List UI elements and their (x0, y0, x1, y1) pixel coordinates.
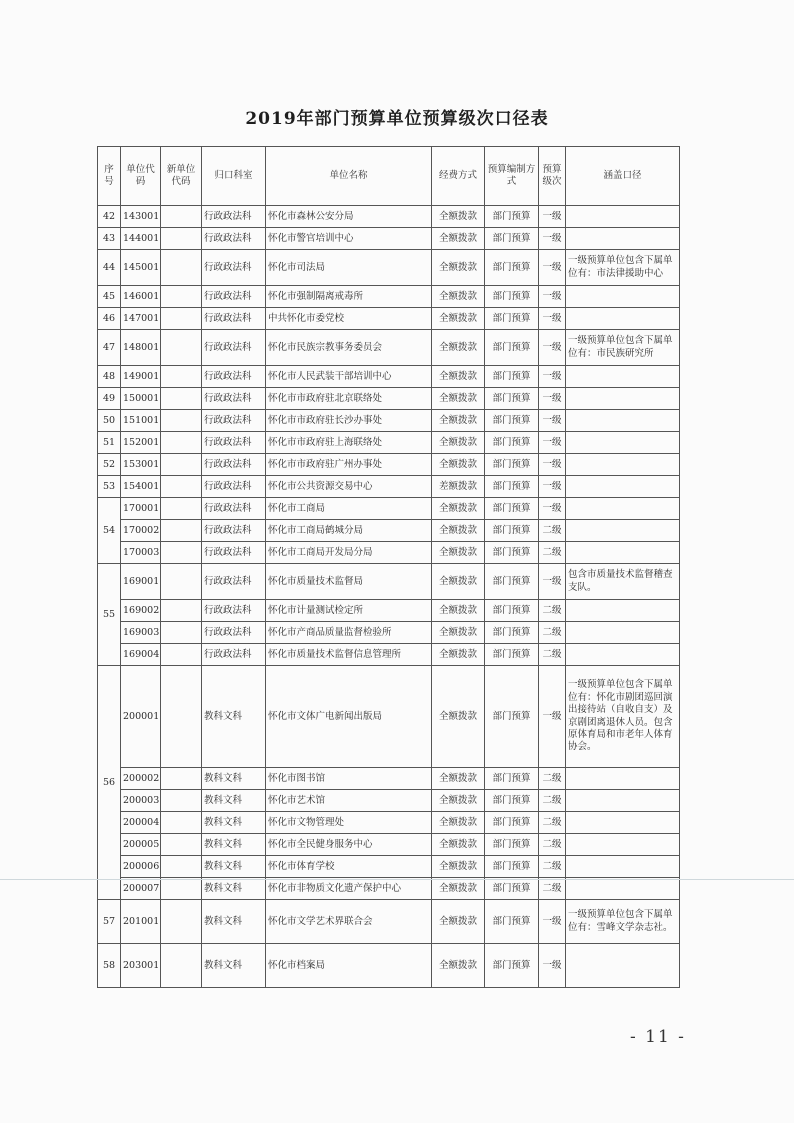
dept-cell: 行政政法科 (202, 622, 266, 644)
seq-cell: 45 (98, 286, 121, 308)
unit-code-cell: 200001 (121, 666, 161, 768)
dept-cell: 行政政法科 (202, 410, 266, 432)
unit-name-cell: 怀化市图书馆 (266, 768, 432, 790)
scope-cell: 一级预算单位包含下属单位有：市法律援助中心 (566, 250, 680, 286)
unit-code-cell: 145001 (121, 250, 161, 286)
new-code-cell (161, 454, 202, 476)
funding-cell: 全额拨款 (432, 454, 485, 476)
unit-code-cell: 147001 (121, 308, 161, 330)
scope-cell (566, 454, 680, 476)
budget-method-cell: 部门预算 (485, 432, 539, 454)
funding-cell: 全额拨款 (432, 812, 485, 834)
scope-cell (566, 768, 680, 790)
seq-cell: 46 (98, 308, 121, 330)
new-code-cell (161, 330, 202, 366)
unit-name-cell: 怀化市警官培训中心 (266, 228, 432, 250)
level-cell: 二级 (539, 790, 566, 812)
new-code-cell (161, 520, 202, 542)
table-row (98, 228, 680, 250)
unit-code-cell: 169002 (121, 600, 161, 622)
level-cell: 一级 (539, 944, 566, 988)
unit-code-cell: 200006 (121, 856, 161, 878)
dept-cell: 教科文科 (202, 790, 266, 812)
page-title: 2019年部门预算单位预算级次口径表 (245, 109, 549, 129)
dept-cell: 行政政法科 (202, 432, 266, 454)
seq-cell: 57 (98, 900, 121, 944)
dept-cell: 行政政法科 (202, 498, 266, 520)
unit-code-cell: 170003 (121, 542, 161, 564)
new-code-cell (161, 622, 202, 644)
funding-cell: 全额拨款 (432, 388, 485, 410)
funding-cell: 全额拨款 (432, 366, 485, 388)
unit-name-cell: 怀化市文体广电新闻出版局 (266, 666, 432, 768)
unit-name-cell: 怀化市市政府驻上海联络处 (266, 432, 432, 454)
dept-cell: 教科文科 (202, 856, 266, 878)
seq-cell: 44 (98, 250, 121, 286)
level-cell: 二级 (539, 856, 566, 878)
scope-cell (566, 388, 680, 410)
scope-cell (566, 476, 680, 498)
dept-cell: 行政政法科 (202, 388, 266, 410)
new-code-cell (161, 768, 202, 790)
scope-cell (566, 622, 680, 644)
dept-cell: 行政政法科 (202, 476, 266, 498)
dept-cell: 教科文科 (202, 812, 266, 834)
scope-cell (566, 498, 680, 520)
unit-code-cell: 200004 (121, 812, 161, 834)
new-code-cell (161, 498, 202, 520)
budget-method-cell: 部门预算 (485, 454, 539, 476)
unit-name-cell: 怀化市市政府驻北京联络处 (266, 388, 432, 410)
dept-cell: 行政政法科 (202, 228, 266, 250)
unit-name-cell: 怀化市质量技术监督信息管理所 (266, 644, 432, 666)
header-unit-name: 单位名称 (266, 147, 432, 206)
table-row (98, 476, 680, 498)
level-cell: 一级 (539, 286, 566, 308)
level-cell: 一级 (539, 666, 566, 768)
unit-code-cell: 144001 (121, 228, 161, 250)
budget-method-cell: 部门预算 (485, 644, 539, 666)
table-row (98, 644, 680, 666)
budget-method-cell: 部门预算 (485, 476, 539, 498)
table-row (98, 622, 680, 644)
unit-name-cell: 怀化市艺术馆 (266, 790, 432, 812)
unit-name-cell: 怀化市森林公安分局 (266, 206, 432, 228)
seq-cell: 47 (98, 330, 121, 366)
scope-cell (566, 878, 680, 900)
new-code-cell (161, 944, 202, 988)
funding-cell: 全额拨款 (432, 666, 485, 768)
seq-cell: 50 (98, 410, 121, 432)
new-code-cell (161, 206, 202, 228)
unit-name-cell: 怀化市司法局 (266, 250, 432, 286)
funding-cell: 全额拨款 (432, 790, 485, 812)
seq-cell: 51 (98, 432, 121, 454)
funding-cell: 全额拨款 (432, 410, 485, 432)
table-row (98, 900, 680, 944)
unit-code-cell: 200005 (121, 834, 161, 856)
header-dept: 归口科室 (202, 147, 266, 206)
level-cell: 一级 (539, 206, 566, 228)
new-code-cell (161, 250, 202, 286)
budget-method-cell: 部门预算 (485, 878, 539, 900)
table-row (98, 542, 680, 564)
level-cell: 一级 (539, 366, 566, 388)
level-cell: 二级 (539, 600, 566, 622)
dept-cell: 教科文科 (202, 666, 266, 768)
funding-cell: 全额拨款 (432, 622, 485, 644)
budget-method-cell: 部门预算 (485, 520, 539, 542)
level-cell: 一级 (539, 228, 566, 250)
budget-method-cell: 部门预算 (485, 622, 539, 644)
budget-method-cell: 部门预算 (485, 600, 539, 622)
budget-method-cell: 部门预算 (485, 834, 539, 856)
unit-code-cell: 150001 (121, 388, 161, 410)
table-row (98, 388, 680, 410)
unit-code-cell: 148001 (121, 330, 161, 366)
table-row (98, 768, 680, 790)
budget-method-cell: 部门预算 (485, 330, 539, 366)
table-row (98, 410, 680, 432)
scope-cell (566, 366, 680, 388)
page-number: - 11 - (630, 1027, 686, 1047)
table-row (98, 600, 680, 622)
level-cell: 二级 (539, 644, 566, 666)
new-code-cell (161, 644, 202, 666)
budget-method-cell: 部门预算 (485, 228, 539, 250)
header-level: 预算级次 (539, 147, 566, 206)
seq-cell: 53 (98, 476, 121, 498)
scope-cell (566, 308, 680, 330)
unit-code-cell: 154001 (121, 476, 161, 498)
new-code-cell (161, 542, 202, 564)
dept-cell: 行政政法科 (202, 542, 266, 564)
funding-cell: 全额拨款 (432, 878, 485, 900)
dept-cell: 行政政法科 (202, 520, 266, 542)
seq-cell: 56 (98, 666, 121, 900)
unit-name-cell: 怀化市民族宗教事务委员会 (266, 330, 432, 366)
funding-cell: 全额拨款 (432, 520, 485, 542)
dept-cell: 教科文科 (202, 878, 266, 900)
new-code-cell (161, 600, 202, 622)
budget-method-cell: 部门预算 (485, 790, 539, 812)
budget-method-cell: 部门预算 (485, 498, 539, 520)
funding-cell: 全额拨款 (432, 330, 485, 366)
scope-cell (566, 600, 680, 622)
new-code-cell (161, 564, 202, 600)
level-cell: 二级 (539, 542, 566, 564)
dept-cell: 行政政法科 (202, 308, 266, 330)
funding-cell: 全额拨款 (432, 542, 485, 564)
unit-name-cell: 怀化市强制隔离戒毒所 (266, 286, 432, 308)
unit-code-cell: 143001 (121, 206, 161, 228)
unit-code-cell: 201001 (121, 900, 161, 944)
funding-cell: 全额拨款 (432, 206, 485, 228)
unit-name-cell: 怀化市文学艺术界联合会 (266, 900, 432, 944)
seq-cell: 55 (98, 564, 121, 666)
dept-cell: 行政政法科 (202, 454, 266, 476)
dept-cell: 行政政法科 (202, 600, 266, 622)
table-row (98, 856, 680, 878)
unit-code-cell: 151001 (121, 410, 161, 432)
budget-method-cell: 部门预算 (485, 666, 539, 768)
unit-name-cell: 怀化市非物质文化遗产保护中心 (266, 878, 432, 900)
scope-cell (566, 520, 680, 542)
level-cell: 一级 (539, 498, 566, 520)
funding-cell: 全额拨款 (432, 564, 485, 600)
budget-method-cell: 部门预算 (485, 250, 539, 286)
unit-name-cell: 怀化市文物管理处 (266, 812, 432, 834)
dept-cell: 行政政法科 (202, 330, 266, 366)
level-cell: 一级 (539, 454, 566, 476)
budget-method-cell: 部门预算 (485, 856, 539, 878)
funding-cell: 差额拨款 (432, 476, 485, 498)
seq-cell: 58 (98, 944, 121, 988)
new-code-cell (161, 432, 202, 454)
level-cell: 一级 (539, 308, 566, 330)
unit-name-cell: 怀化市全民健身服务中心 (266, 834, 432, 856)
header-unit-code: 单位代码 (121, 147, 161, 206)
unit-name-cell: 怀化市产商品质量监督检验所 (266, 622, 432, 644)
scope-cell (566, 812, 680, 834)
unit-name-cell: 怀化市工商局开发局分局 (266, 542, 432, 564)
new-code-cell (161, 834, 202, 856)
new-code-cell (161, 812, 202, 834)
table-row (98, 790, 680, 812)
funding-cell: 全额拨款 (432, 856, 485, 878)
funding-cell: 全额拨款 (432, 432, 485, 454)
funding-cell: 全额拨款 (432, 900, 485, 944)
unit-name-cell: 怀化市计量测试检定所 (266, 600, 432, 622)
table-row (98, 878, 680, 900)
level-cell: 一级 (539, 410, 566, 432)
unit-name-cell: 怀化市质量技术监督局 (266, 564, 432, 600)
unit-code-cell: 152001 (121, 432, 161, 454)
level-cell: 二级 (539, 768, 566, 790)
scope-cell: 一级预算单位包含下属单位有：雪峰文学杂志社。 (566, 900, 680, 944)
table-row (98, 308, 680, 330)
dept-cell: 教科文科 (202, 834, 266, 856)
budget-method-cell: 部门预算 (485, 388, 539, 410)
budget-method-cell: 部门预算 (485, 286, 539, 308)
unit-code-cell: 169001 (121, 564, 161, 600)
unit-code-cell: 169004 (121, 644, 161, 666)
level-cell: 二级 (539, 622, 566, 644)
scope-cell (566, 856, 680, 878)
table-row (98, 454, 680, 476)
budget-method-cell: 部门预算 (485, 206, 539, 228)
table-row (98, 564, 680, 600)
funding-cell: 全额拨款 (432, 944, 485, 988)
table-row (98, 666, 680, 768)
unit-name-cell: 怀化市工商局 (266, 498, 432, 520)
new-code-cell (161, 878, 202, 900)
unit-code-cell: 200007 (121, 878, 161, 900)
new-code-cell (161, 666, 202, 768)
funding-cell: 全额拨款 (432, 250, 485, 286)
level-cell: 一级 (539, 476, 566, 498)
budget-method-cell: 部门预算 (485, 308, 539, 330)
header-funding: 经费方式 (432, 147, 485, 206)
level-cell: 一级 (539, 250, 566, 286)
unit-name-cell: 怀化市工商局鹤城分局 (266, 520, 432, 542)
table-row (98, 250, 680, 286)
unit-code-cell: 200003 (121, 790, 161, 812)
scope-cell (566, 228, 680, 250)
scope-cell (566, 410, 680, 432)
table-row (98, 432, 680, 454)
scope-cell: 一级预算单位包含下属单位有：市民族研究所 (566, 330, 680, 366)
level-cell: 二级 (539, 812, 566, 834)
scope-cell: 一级预算单位包含下属单位有：怀化市剧团巡回演出接待站（自收自支）及京剧团离退休人员。包含原体育局和市老年人体育协会。 (566, 666, 680, 768)
table-row (98, 366, 680, 388)
dept-cell: 教科文科 (202, 768, 266, 790)
dept-cell: 行政政法科 (202, 286, 266, 308)
new-code-cell (161, 286, 202, 308)
table-row (98, 834, 680, 856)
budget-method-cell: 部门预算 (485, 410, 539, 432)
level-cell: 一级 (539, 432, 566, 454)
new-code-cell (161, 308, 202, 330)
scope-cell (566, 644, 680, 666)
unit-name-cell: 怀化市市政府驻广州办事处 (266, 454, 432, 476)
unit-name-cell: 怀化市体育学校 (266, 856, 432, 878)
budget-method-cell: 部门预算 (485, 542, 539, 564)
new-code-cell (161, 790, 202, 812)
funding-cell: 全额拨款 (432, 644, 485, 666)
dept-cell: 教科文科 (202, 900, 266, 944)
funding-cell: 全额拨款 (432, 600, 485, 622)
dept-cell: 行政政法科 (202, 250, 266, 286)
dept-cell: 行政政法科 (202, 366, 266, 388)
new-code-cell (161, 366, 202, 388)
new-code-cell (161, 856, 202, 878)
unit-name-cell: 中共怀化市委党校 (266, 308, 432, 330)
funding-cell: 全额拨款 (432, 768, 485, 790)
level-cell: 二级 (539, 878, 566, 900)
dept-cell: 教科文科 (202, 944, 266, 988)
dept-cell: 行政政法科 (202, 564, 266, 600)
unit-code-cell: 146001 (121, 286, 161, 308)
scope-cell (566, 790, 680, 812)
scan-line-artifact (0, 879, 794, 880)
scope-cell (566, 286, 680, 308)
budget-method-cell: 部门预算 (485, 564, 539, 600)
scope-cell (566, 206, 680, 228)
level-cell: 一级 (539, 564, 566, 600)
unit-code-cell: 149001 (121, 366, 161, 388)
header-seq: 序号 (98, 147, 121, 206)
table-row (98, 812, 680, 834)
budget-method-cell: 部门预算 (485, 768, 539, 790)
funding-cell: 全额拨款 (432, 834, 485, 856)
unit-code-cell: 170002 (121, 520, 161, 542)
table-row (98, 520, 680, 542)
new-code-cell (161, 476, 202, 498)
new-code-cell (161, 388, 202, 410)
funding-cell: 全额拨款 (432, 498, 485, 520)
unit-code-cell: 170001 (121, 498, 161, 520)
funding-cell: 全额拨款 (432, 286, 485, 308)
scope-cell (566, 542, 680, 564)
budget-method-cell: 部门预算 (485, 366, 539, 388)
table-header-row (98, 147, 680, 206)
header-new-code: 新单位代码 (161, 147, 202, 206)
unit-name-cell: 怀化市公共资源交易中心 (266, 476, 432, 498)
seq-cell: 42 (98, 206, 121, 228)
table-row (98, 330, 680, 366)
scope-cell (566, 432, 680, 454)
table-row (98, 286, 680, 308)
new-code-cell (161, 900, 202, 944)
scope-cell (566, 944, 680, 988)
level-cell: 一级 (539, 900, 566, 944)
seq-cell: 48 (98, 366, 121, 388)
level-cell: 二级 (539, 834, 566, 856)
unit-name-cell: 怀化市档案局 (266, 944, 432, 988)
scope-cell (566, 834, 680, 856)
level-cell: 一级 (539, 330, 566, 366)
table-row (98, 498, 680, 520)
level-cell: 二级 (539, 520, 566, 542)
unit-code-cell: 200002 (121, 768, 161, 790)
table-row (98, 944, 680, 988)
table-row (98, 206, 680, 228)
unit-code-cell: 203001 (121, 944, 161, 988)
unit-name-cell: 怀化市市政府驻长沙办事处 (266, 410, 432, 432)
seq-cell: 49 (98, 388, 121, 410)
unit-name-cell: 怀化市人民武装干部培训中心 (266, 366, 432, 388)
scope-cell: 包含市质量技术监督稽查支队。 (566, 564, 680, 600)
seq-cell: 52 (98, 454, 121, 476)
budget-method-cell: 部门预算 (485, 900, 539, 944)
dept-cell: 行政政法科 (202, 644, 266, 666)
seq-cell: 54 (98, 498, 121, 564)
funding-cell: 全额拨款 (432, 308, 485, 330)
level-cell: 一级 (539, 388, 566, 410)
unit-code-cell: 169003 (121, 622, 161, 644)
new-code-cell (161, 410, 202, 432)
budget-level-table (97, 146, 680, 988)
header-budget-method: 预算编制方式 (485, 147, 539, 206)
new-code-cell (161, 228, 202, 250)
funding-cell: 全额拨款 (432, 228, 485, 250)
header-scope: 涵盖口径 (566, 147, 680, 206)
budget-method-cell: 部门预算 (485, 944, 539, 988)
dept-cell: 行政政法科 (202, 206, 266, 228)
budget-method-cell: 部门预算 (485, 812, 539, 834)
seq-cell: 43 (98, 228, 121, 250)
unit-code-cell: 153001 (121, 454, 161, 476)
